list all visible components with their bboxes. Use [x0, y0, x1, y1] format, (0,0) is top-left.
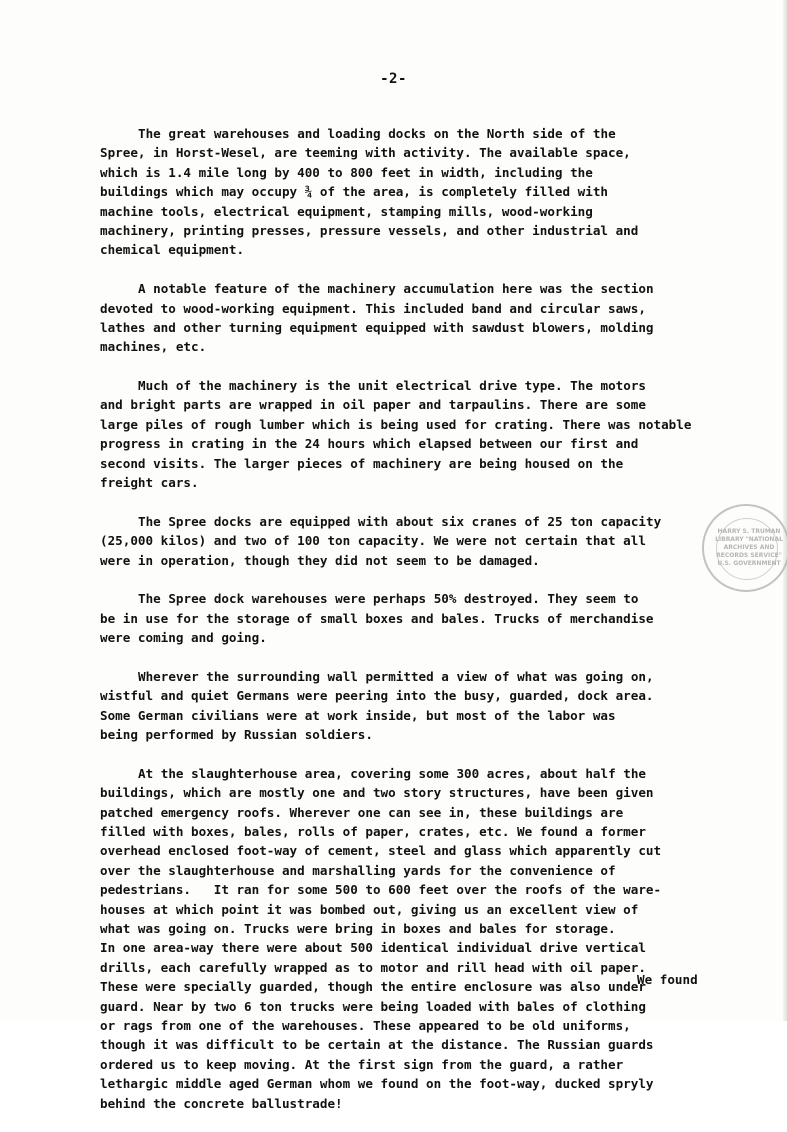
- paragraph-line: lathes and other turning equipment equipped with sawdust blowers, molding: [100, 319, 654, 335]
- paragraph-line: large piles of rough lumber which is being used for crating. There was notable: [100, 416, 692, 432]
- paragraph-line: chemical equipment.: [100, 242, 245, 258]
- paragraph-line: be in use for the storage of small boxes and bales. Trucks of merchandise: [100, 610, 654, 626]
- paragraph-line: ordered us to keep moving. At the first sign from the guard, a rather: [100, 1056, 624, 1072]
- paragraph-line: The great warehouses and loading docks on the North side of the: [138, 126, 616, 141]
- paragraph-line: patched emergency roofs. Wherever one can see in, these buildings are: [100, 804, 624, 820]
- archive-stamp: [702, 504, 787, 592]
- paragraph-line: filled with boxes, bales, rolls of paper, crates, etc. We found a former: [100, 824, 646, 840]
- page-edge: [783, 0, 787, 1021]
- paragraph-line: were coming and going.: [100, 630, 267, 646]
- paragraph-line: machines, etc.: [100, 339, 207, 355]
- paragraph: [100, 512, 736, 570]
- continuation-text: We found: [637, 972, 698, 987]
- paragraph-line: progress in crating in the 24 hours which elapsed between our first and: [100, 436, 639, 452]
- paragraph-line: machinery, printing presses, pressure vessels, and other industrial and: [100, 222, 639, 238]
- page-number: -2-: [380, 71, 407, 87]
- paragraph-line: Some German civilians were at work inside, but most of the labor was: [100, 707, 616, 723]
- paragraph-line: were in operation, though they did not seem to be damaged.: [100, 552, 540, 568]
- paragraph-line: second visits. The larger pieces of machinery are being housed on the: [100, 455, 624, 471]
- paragraph-line: Wherever the surrounding wall permitted a view of what was going on,: [138, 668, 654, 684]
- paragraph: [100, 764, 736, 1113]
- paragraph-line: pedestrians. It ran for some 500 to 600 feet over the roofs of the ware-: [100, 882, 662, 898]
- paragraph-line: Much of the machinery is the unit electrical drive type. The motors: [138, 378, 646, 394]
- paragraph-line: overhead enclosed foot-way of cement, steel and glass which apparently cut: [100, 843, 662, 859]
- paragraph-line: Spree, in Horst-Wesel, are teeming with activity. The available space,: [100, 145, 631, 161]
- paragraph-line: wistful and quiet Germans were peering into the busy, guarded, dock area.: [100, 688, 654, 704]
- paragraph-line: In one area-way there were about 500 identical individual drive vertical: [100, 940, 646, 956]
- paragraph-line: machine tools, electrical equipment, stamping mills, wood-working: [100, 203, 593, 219]
- paragraph-line: (25,000 kilos) and two of 100 ton capacity. We were not certain that all: [100, 533, 646, 549]
- paragraph: [100, 124, 736, 260]
- paragraph-line: buildings, which are mostly one and two story structures, have been given: [100, 785, 654, 801]
- paragraph-line: The Spree docks are equipped with about six cranes of 25 ton capacity: [138, 513, 662, 529]
- paragraph-line: or rags from one of the warehouses. These appeared to be old uniforms,: [100, 1017, 631, 1033]
- paragraph-line: freight cars.: [100, 475, 199, 491]
- paragraph-line: A notable feature of the machinery accumulation here was the section: [138, 281, 654, 297]
- paragraph: [100, 589, 736, 647]
- paragraph-line: which is 1.4 mile long by 400 to 800 feet in width, including the: [100, 164, 593, 180]
- paragraph: [100, 667, 736, 745]
- paragraph-line: lethargic middle aged German whom we found on the foot-way, ducked spryly: [100, 1076, 654, 1092]
- paragraph-line: houses at which point it was bombed out, giving us an excellent view of: [100, 901, 639, 917]
- paragraph-line: The Spree dock warehouses were perhaps 50% destroyed. They seem to: [138, 591, 639, 607]
- paragraph: [100, 376, 736, 492]
- archive-stamp-text: HARRY S. TRUMAN LIBRARY "NATIONAL ARCHIVES AND RECORDS SERVICE" U.S. GOVERNMENT: [715, 528, 783, 567]
- paragraph-line: devoted to wood-working equipment. This included band and circular saws,: [100, 300, 646, 316]
- paragraph-line: over the slaughterhouse and marshalling yards for the convenience of: [100, 862, 616, 878]
- paragraph-line: behind the concrete ballustrade!: [100, 1095, 343, 1111]
- paragraph-line: though it was difficult to be certain at the distance. The Russian guards: [100, 1037, 654, 1053]
- paragraph-line: At the slaughterhouse area, covering some 300 acres, about half the: [138, 765, 646, 781]
- paragraph-line: what was going on. Trucks were bring in boxes and bales for storage.: [100, 921, 616, 937]
- paragraph-line: These were specially guarded, though the entire enclosure was also under: [100, 979, 646, 995]
- paragraph-line: buildings which may occupy ¾ of the area, is completely filled with: [100, 184, 608, 200]
- paragraph-line: being performed by Russian soldiers.: [100, 727, 373, 743]
- paragraph-line: drills, each carefully wrapped as to motor and rill head with oil paper.: [100, 959, 646, 975]
- paragraph-line: and bright parts are wrapped in oil paper and tarpaulins. There are some: [100, 397, 646, 413]
- paragraph: [100, 279, 736, 357]
- paragraph-line: guard. Near by two 6 ton trucks were being loaded with bales of clothing: [100, 998, 646, 1014]
